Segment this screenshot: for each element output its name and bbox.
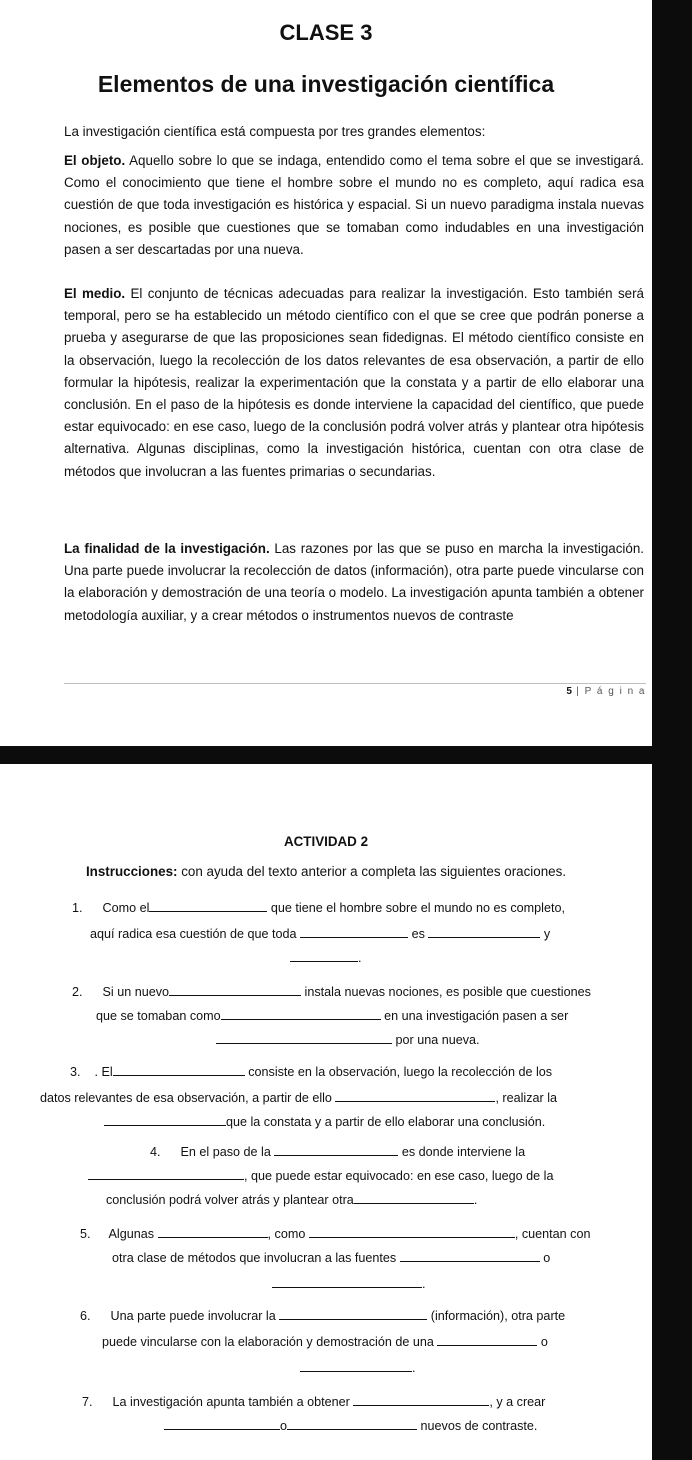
blank-field[interactable] [290, 950, 358, 962]
item-6-text: puede vincularse con la elaboración y demostración de una [102, 1335, 434, 1349]
blank-field[interactable] [400, 1250, 540, 1262]
item-2-line-2 [96, 1008, 568, 1024]
item-5-line-1 [80, 1226, 590, 1242]
item-4-text: En el paso de la [180, 1145, 271, 1159]
blank-field[interactable] [158, 1226, 268, 1238]
blank-field[interactable] [437, 1334, 537, 1346]
item-3-line-1 [70, 1064, 552, 1080]
instructions-text: con ayuda del texto anterior a completa las siguientes oraciones. [177, 864, 567, 879]
item-6-text: (información), otra parte [430, 1309, 566, 1323]
item-number: 3. [70, 1065, 81, 1079]
page-title: Elementos de una investigación científica [97, 71, 555, 97]
item-6-text: o [540, 1335, 548, 1349]
objeto-paragraph [64, 150, 644, 261]
item-6-line-2 [102, 1334, 548, 1350]
item-1-text: y [543, 927, 551, 941]
item-5-text: o [543, 1251, 551, 1265]
item-3-line-3 [104, 1114, 545, 1130]
blank-field[interactable] [287, 1418, 417, 1430]
item-number: 1. [72, 901, 83, 915]
intro-paragraph: La investigación científica está compuesta por tres grandes elementos: [64, 124, 486, 139]
finalidad-text: Las razones por las que se puso en marcha la investigación. Una parte puede involucrar la recolección de datos (información), otra parte puede vincularse con la elaboración y demostración de una teoría o modelo. La investigación apunta también a obtener metodología auxiliar, y a crear métodos o instrumentos nuevos de contraste [64, 541, 645, 623]
item-2-text: por una nueva. [395, 1033, 480, 1047]
item-6-line-1 [80, 1308, 565, 1324]
item-4-line-2 [88, 1168, 553, 1184]
finalidad-lead: La finalidad de la investigación. [64, 541, 270, 556]
item-5-line-2 [112, 1250, 550, 1266]
page-label: P á g i n a [584, 686, 646, 697]
item-1-text: es [411, 927, 425, 941]
blank-field[interactable] [274, 1144, 398, 1156]
page-number: 5 [566, 686, 572, 697]
item-4-text: . [473, 1193, 478, 1207]
blank-field[interactable] [335, 1090, 495, 1102]
item-4-line-3 [106, 1192, 477, 1208]
item-7-line-2 [164, 1418, 537, 1434]
item-3-text: . El [94, 1065, 113, 1079]
item-5-text: Algunas [108, 1227, 155, 1241]
item-1-text: que tiene el hombre sobre el mundo no es completo, [270, 901, 565, 915]
blank-field[interactable] [164, 1418, 280, 1430]
item-5-text: , cuentan con [514, 1227, 591, 1241]
item-1-line-3 [290, 950, 362, 966]
finalidad-paragraph [64, 538, 644, 627]
objeto-text: Aquello sobre lo que se indaga, entendido como el tema sobre el que se investigará. Como el conocimiento que tiene el hombre sobre el mundo no es completo, aquí radica esa cuestión de que toda investigación es histórica y espacial. Si un nuevo paradigma instala nuevas nociones, es posible que cuestiones que se tomaban como indudables en una investigación pasen a ser descartadas por una nueva. [64, 153, 644, 257]
item-4-text: conclusión podrá volver atrás y plantear otra [106, 1193, 354, 1207]
item-2-text: instala nuevas nociones, es posible que cuestiones [304, 985, 591, 999]
item-4-line-1 [150, 1144, 525, 1160]
item-7-text: , y a crear [489, 1395, 546, 1409]
document-page-1 [0, 0, 652, 746]
item-4-text: , que puede estar equivocado: en ese caso, luego de la [244, 1169, 554, 1183]
blank-field[interactable] [113, 1064, 245, 1076]
page-number-footer [566, 686, 646, 697]
item-1-text: . [358, 951, 362, 965]
item-7-text: o [280, 1419, 288, 1433]
footer-divider [64, 683, 646, 684]
item-6-line-3 [300, 1360, 416, 1376]
blank-field[interactable] [354, 1192, 474, 1204]
item-3-text: , realizar la [495, 1091, 558, 1105]
item-2-text: que se tomaban como [96, 1009, 221, 1023]
item-5-text: , como [267, 1227, 306, 1241]
instructions [0, 864, 652, 879]
item-2-line-1 [72, 984, 591, 1000]
item-3-text: consiste en la observación, luego la recolección de los [248, 1065, 553, 1079]
item-2-text: en una investigación pasen a ser [384, 1009, 569, 1023]
blank-field[interactable] [279, 1308, 427, 1320]
item-1-text: Como el [102, 901, 150, 915]
page-number-separator: | [571, 686, 585, 697]
item-5-line-3 [272, 1276, 426, 1292]
document-page-2 [0, 764, 652, 1460]
blank-field[interactable] [300, 926, 408, 938]
item-7-line-1 [82, 1394, 545, 1410]
item-number: 7. [82, 1395, 93, 1409]
item-number: 2. [72, 985, 83, 999]
item-1-line-2 [90, 926, 550, 942]
blank-field[interactable] [104, 1114, 226, 1126]
item-4-text: es donde interviene la [401, 1145, 526, 1159]
item-number: 5. [80, 1227, 91, 1241]
blank-field[interactable] [309, 1226, 515, 1238]
blank-field[interactable] [272, 1276, 422, 1288]
item-7-text: La investigación apunta también a obtener [112, 1395, 350, 1409]
blank-field[interactable] [169, 984, 301, 996]
item-2-line-3 [216, 1032, 480, 1048]
blank-field[interactable] [88, 1168, 244, 1180]
instructions-lead: Instrucciones: [85, 864, 178, 879]
item-number: 6. [80, 1309, 91, 1323]
blank-field[interactable] [221, 1008, 381, 1020]
right-dark-margin [652, 0, 692, 1460]
item-5-text: . [422, 1277, 426, 1291]
medio-paragraph [64, 283, 644, 483]
blank-field[interactable] [216, 1032, 392, 1044]
medio-text: El conjunto de técnicas adecuadas para realizar la investigación. Esto también será temporal, pero se ha establecido un método científico con el que se cree que podrán ponerse a prueba y asegurarse de que las proposiciones sean fidedignas. El método científico consiste en la observación, luego la recolección de los datos relevantes de esa observación, a partir de ello formular la hipótesis, realizar la experimentación que la constata y a partir de ello elaborar una conclusión. En el paso de la hipótesis es donde interviene la capacidad del científico, que puede estar equivocado: en ese caso, luego de la conclusión podrá volver atrás y plantear otra hipótesis alternativa. Algunas disciplinas, como la investigación histórica, cuentan con otra clase de métodos que involucran a las fuentes primarias o secundarias. [64, 286, 645, 479]
item-3-text: que la constata y a partir de ello elaborar una conclusión. [226, 1115, 546, 1129]
item-2-text: Si un nuevo [102, 985, 170, 999]
medio-lead: El medio. [64, 286, 126, 301]
objeto-lead: El objeto. [64, 153, 126, 168]
item-6-text: . [412, 1361, 416, 1375]
item-3-line-2 [40, 1090, 557, 1106]
item-number: 4. [150, 1145, 161, 1159]
item-7-text: nuevos de contraste. [420, 1419, 538, 1433]
class-heading: CLASE 3 [279, 20, 373, 45]
blank-field[interactable] [300, 1360, 412, 1372]
item-3-text: datos relevantes de esa observación, a partir de ello [40, 1091, 332, 1105]
blank-field[interactable] [149, 900, 267, 912]
blank-field[interactable] [353, 1394, 489, 1406]
item-6-text: Una parte puede involucrar la [110, 1309, 276, 1323]
blank-field[interactable] [428, 926, 540, 938]
item-1-text: aquí radica esa cuestión de que toda [90, 927, 297, 941]
item-5-text: otra clase de métodos que involucran a las fuentes [112, 1251, 397, 1265]
activity-title: ACTIVIDAD 2 [283, 834, 369, 849]
item-1-line-1 [72, 900, 565, 916]
